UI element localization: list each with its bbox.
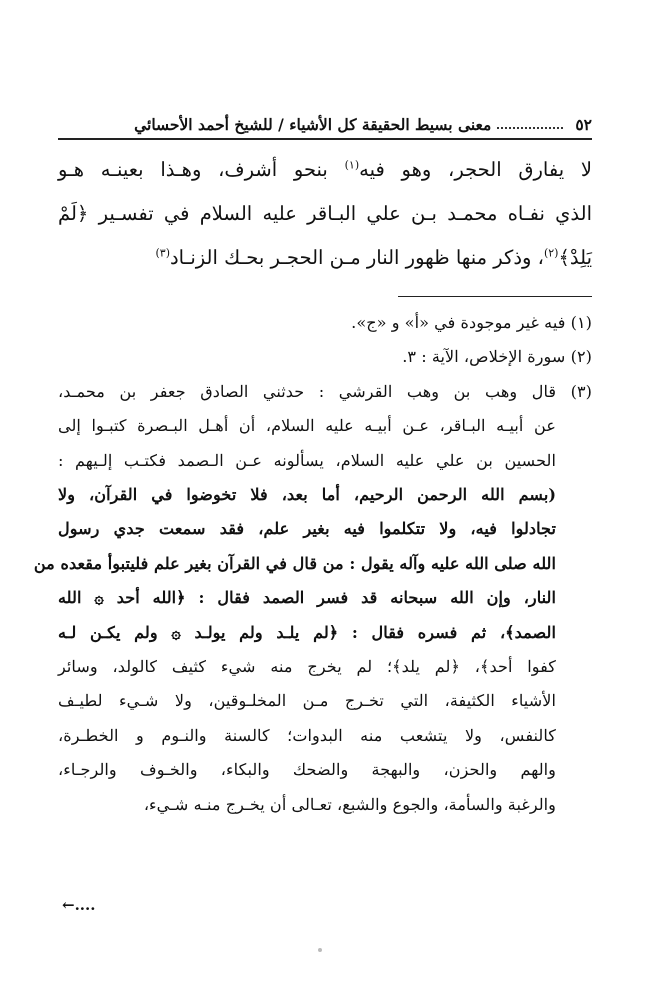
footnote-line: والهم والحزن، والبهجة والضحك والبكاء، والخـوف والرجـاء، bbox=[58, 760, 556, 780]
footnote-line: كفوا أحد﴾، ﴿لم يلد﴾؛ لم يخرج منه شيء كثيف كالولد، وسائر bbox=[58, 657, 556, 677]
running-header-title: معنى بسيط الحقيقة كل الأشياء / للشيخ أحمد الأحسائي bbox=[134, 115, 492, 134]
main-text-line: لا يفارق الحجر، وهو فيه$^{(١)}$ بنحو أشرف، وهـذا بعينـه هـو bbox=[58, 158, 592, 181]
footnote-continuation bbox=[33, 409, 592, 822]
footnote: (٣) قال وهب بن وهب القرشي : حدثني الصادق جعفر بن محمـد، bbox=[58, 381, 592, 401]
footnote-line: الله صلى الله عليه وآله يقول : من قال في القرآن بغير علم فليتبوأ مقعده من bbox=[33, 553, 556, 573]
main-text-line: الذي نفـاه محمـد بـن علي البـاقر عليه السلام في تفسـير ﴿لَمْ bbox=[58, 202, 592, 225]
header-rule bbox=[58, 138, 592, 140]
footnote-line: (بسم الله الرحمن الرحيم، أما بعد، فلا تخوضوا في القرآن، ولا bbox=[58, 485, 556, 505]
header-leader-dots bbox=[497, 127, 563, 129]
footnote-line: النار، وإن الله سبحانه قد فسر الصمد فقال : ﴿الله أحد ۞ الله bbox=[58, 588, 556, 608]
footnote-line: الأشياء الكثيفة، التي تخـرج مـن المخلـوقين، ولا شـيء لطيـف bbox=[58, 691, 556, 711]
footnote-ref: (٢) bbox=[543, 246, 559, 260]
footnote-separator bbox=[398, 296, 592, 297]
footnote-line: الصمد﴾، ثم فسره فقال : ﴿لم يلـد ولم يولـد ۞ ولم يكـن لـه bbox=[58, 622, 556, 642]
footnote-line: تجادلوا فيه، ولا تتكلموا فيه بغير علم، فقد سمعت جدي رسول bbox=[58, 519, 556, 539]
footnote-ref: (١) bbox=[344, 158, 360, 172]
footnote-ref: (٣) bbox=[155, 246, 170, 260]
page-mark bbox=[318, 948, 322, 952]
footnote-line: عن أبيـه البـاقر، عـن أبيـه عليه السلام، أن أهـل البـصرة كتبـوا إلى bbox=[58, 416, 556, 436]
continued-arrow: ←.... bbox=[62, 896, 96, 914]
running-header bbox=[58, 108, 592, 134]
footnote-line: الحسين بن علي عليه السلام، يسألونه عـن الـصمد فكتـب إلـيهم : bbox=[58, 450, 556, 470]
footnote: (٢) سورة الإخلاص، الآية : ٣. bbox=[402, 347, 592, 367]
page-number: ٥٢ bbox=[575, 115, 592, 134]
footnote-line: والرغبة والسأمة، والجوع والشبع، تعـالى أن يخـرج منـه شـيء، bbox=[143, 794, 556, 814]
main-text bbox=[58, 148, 592, 280]
footnotes bbox=[33, 306, 592, 822]
footnote: (١) فيه غير موجودة في «أ» و «ج». bbox=[351, 313, 592, 332]
main-text-line: يَلِدْ﴾$^{(٢)}$، وذكر منها ظهور النار مـن الحجـر بحـك الزنـاد$^{(٣)}$ bbox=[155, 246, 592, 269]
footnote-line: كالنفس، ولا يتشعب منه البدوات؛ كالسنة والنـوم و الخطـرة، bbox=[58, 725, 556, 745]
